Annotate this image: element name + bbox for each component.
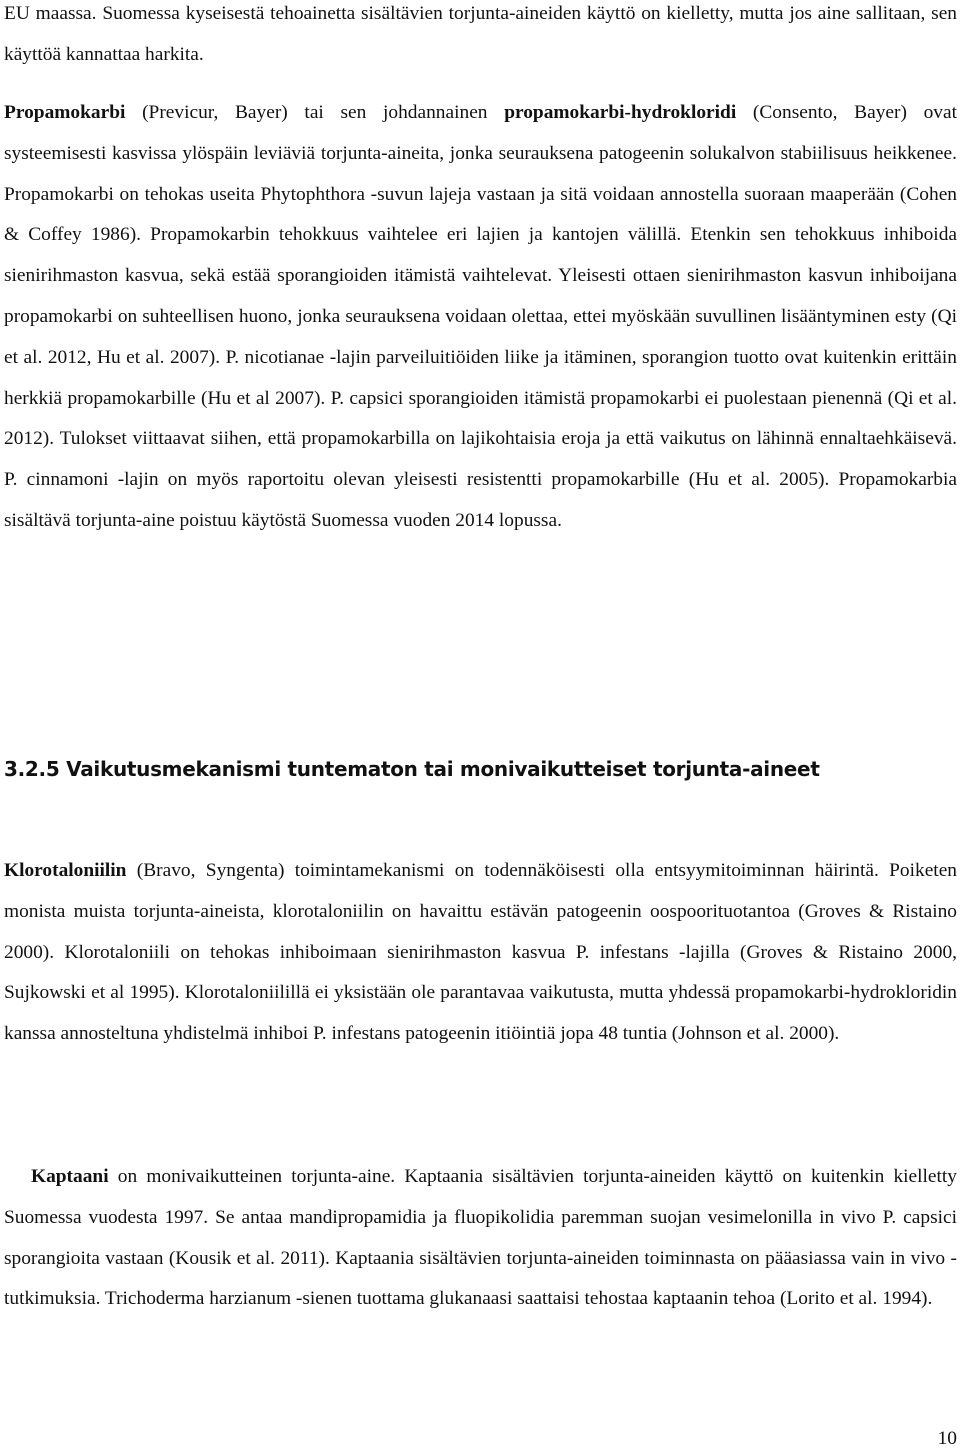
paragraph-text: (Consento, Bayer) ovat systeemisesti kasvissa ylöspäin leviäviä torjunta-aineita, jonka seurauksena patogeenin solukalvon stabiilisuus heikkenee. Propamokarbi on tehokas useita Phytophthora -suvun lajeja vastaan ja sitä voidaan annostella suoraan maaperään (Cohen & Coffey 1986). Propamokarbin tehokkuus vaihtelee eri lajien ja kantojen välillä. Etenkin sen tehokkuus inhiboida sienirihmaston kasvua, sekä estää sporangioiden itämistä vaihtelevat. Yleisesti ottaen sienirihmaston kasvun inhiboijana propamokarbi on suhteellisen huono, jonka seurauksena voidaan olettaa, ettei myöskään suvullinen lisääntyminen esty (Qi et al. 2012, Hu et al. 2007). P. nicotianae -lajin parveiluitiöiden liike ja itäminen, sporangion tuotto ovat kuitenkin erittäin herkkiä propamokarbille (Hu et al 2007). P. capsici sporangioiden itämistä propamokarbi ei puolestaan pienennä (Qi et al. 2012). Tulokset viittaavat siihen, että propamokarbilla on lajikohtaisia eroja ja että vaikutus on lähinnä ennaltaehkäisevä. P. cinnamoni -lajin on myös raportoitu olevan yleisesti resistentti propamokarbille (Hu et al. 2005). Propamokarbia sisältävä torjunta-aine poistuu käytöstä Suomessa vuoden 2014 lopussa. — [4, 102, 957, 531]
paragraph-text: (Bravo, Syngenta) toimintamekanismi on todennäköisesti olla entsyymitoiminnan häirintä. Poiketen monista muista torjunta-aineista, klorotaloniilin on havaittu estävän patogeenin oospoorituotantoa (Groves & Ristaino 2000). Klorotaloniili on tehokas inhiboimaan sienirihmaston kasvua P. infestans -lajilla (Groves & Ristaino 2000, Sujkowski et al 1995). Klorotaloniilillä ei yksistään ole parantavaa vaikutusta, mutta yhdessä propamokarbi-hydrokloridin kanssa annosteltuna yhdistelmä inhiboi P. infestans patogeenin itiöintiä jopa 48 tuntia (Johnson et al. 2000). — [4, 860, 957, 1045]
term-kaptaani: Kaptaani — [31, 1166, 109, 1187]
paragraph-propamokarbi-intro-end — [4, 0, 957, 76]
term-klorotaloniili: Klorotaloniilin — [4, 860, 127, 881]
paragraph-text: EU maassa. Suomessa kyseisestä tehoainetta sisältävien torjunta-aineiden käyttö on kielletty, mutta jos aine sallitaan, sen käyttöä kannattaa harkita. — [4, 3, 957, 65]
paragraph-text: (Previcur, Bayer) tai sen johdannainen — [125, 102, 505, 123]
page-number: 10 — [937, 1428, 957, 1449]
paragraph-kaptaani — [4, 1157, 957, 1320]
term-propamokarbi-hydrokloridi: propamokarbi-hydrokloridi — [504, 102, 737, 123]
paragraph-propamokarbi — [4, 93, 957, 542]
term-propamokarbi: Propamokarbi — [4, 102, 126, 123]
section-heading: 3.2.5 Vaikutusmekanismi tuntematon tai monivaikutteiset torjunta-aineet — [4, 757, 820, 781]
paragraph-text: on monivaikutteinen torjunta-aine. Kaptaania sisältävien torjunta-aineiden käyttö on kuitenkin kielletty Suomessa vuodesta 1997. Se antaa mandipropamidia ja fluopikolidia paremman suojan vesimelonilla in vivo P. capsici sporangioita vastaan (Kousik et al. 2011). Kaptaania sisältävien torjunta-aineiden toiminnasta on pääasiassa vain in vivo -tutkimuksia. Trichoderma harzianum -sienen tuottama glukanaasi saattaisi tehostaa kaptaanin tehoa (Lorito et al. 1994). — [4, 1166, 957, 1310]
paragraph-klorotaloniili — [4, 851, 957, 1055]
